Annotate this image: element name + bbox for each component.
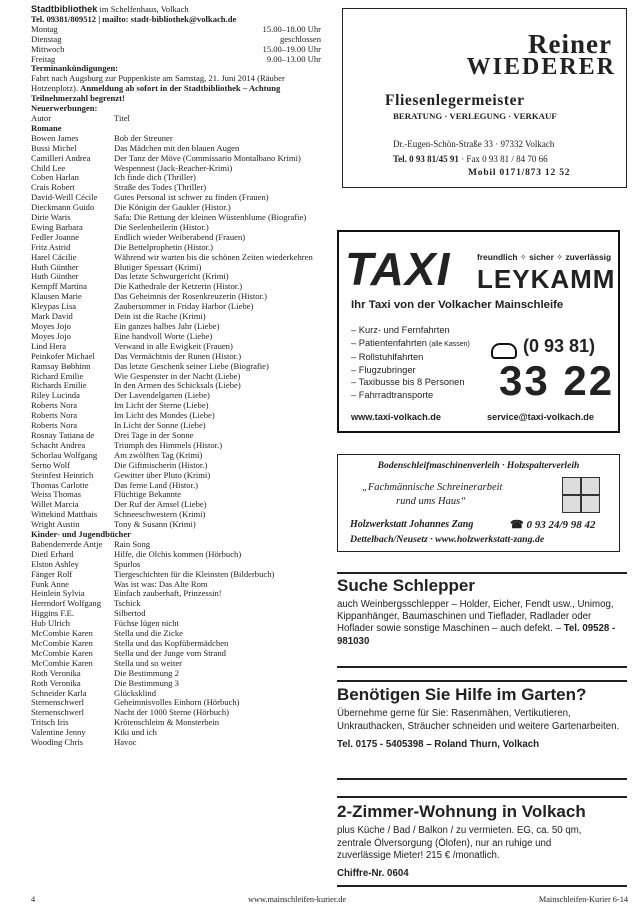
table-row	[31, 589, 321, 599]
table-row	[31, 679, 321, 689]
book-author: Mark David	[31, 312, 73, 322]
notice-bold: Anmeldung ab sofort in der Stadtbibliothek – Achtung Teilnehmerzahl begrenzt!	[31, 83, 281, 104]
book-title: Glücksklind	[114, 688, 157, 698]
ad-taxi-service-item	[351, 324, 470, 337]
hours-day: Dienstag	[31, 33, 62, 44]
table-row	[31, 540, 321, 550]
ad-taxi-web: www.taxi-volkach.de	[351, 412, 442, 422]
kids-list	[31, 540, 321, 748]
classified-schlepper	[337, 576, 627, 648]
table-row	[31, 560, 321, 570]
ad-zang-company: Holzwerkstatt Johannes Zang	[350, 519, 474, 530]
table-row	[31, 629, 321, 639]
classified1-tel: Tel. 09528 - 981030	[337, 623, 616, 647]
ad-taxi-service-item	[351, 337, 470, 352]
rule-5	[337, 796, 627, 798]
ad-taxi-service-item	[351, 389, 470, 402]
table-row	[31, 183, 321, 193]
table-row	[31, 649, 321, 659]
book-title: Stella und die Zicke	[114, 629, 183, 639]
book-title: In den Armen des Schicksals (Liebe)	[114, 381, 241, 391]
table-row	[31, 282, 321, 292]
book-title: Tiergeschichten für die Kleinsten (Bilderbuch)	[114, 569, 275, 579]
book-title: Die Königin der Gaukler (Histor.)	[114, 203, 231, 213]
ad-wiederer-address: Dr.-Eugen-Schön-Straße 33 · 97332 Volkach	[393, 139, 555, 149]
notice-plain: Fahrt nach Augsburg zur Puppenkiste am Samstag, 21. Juni 2014 (Räuber Hotzenplotz).	[31, 73, 285, 94]
hours-time: 9.00–13.00 Uhr	[266, 53, 321, 64]
ad-zang-location: Dettelbach/Neusetz · www.holzwerkstatt-zang.de	[350, 534, 545, 545]
book-author: McCombie Karen	[31, 648, 93, 658]
window-icon	[562, 477, 600, 513]
rule-3	[337, 680, 627, 682]
book-title: Die Bestimmung 2	[114, 668, 179, 678]
book-title: Was ist was: Das Alte Rom	[114, 579, 208, 589]
classified1-text: auch Weinbergsschlepper – Holder, Eicher, Fendt usw., Unimog, Kippanhänger, Baumaschinen und Tieflader, Radlader oder Hoflader sowie sonstige Maschinen – auch defekt. –	[337, 599, 614, 635]
ad-taxi-service-item	[351, 364, 470, 377]
classified2-body: Übernehme gerne für Sie: Rasenmähen, Vertikutieren, Unkrauthacken, Sträucher schneiden und weitere Gartenarbeiten.	[337, 708, 620, 732]
hours-day: Freitag	[31, 53, 56, 64]
table-row	[31, 580, 321, 590]
table-row	[31, 421, 321, 431]
book-title: Stella und das Kopfübermädchen	[114, 639, 229, 648]
book-author: Peinkofer Michael	[31, 351, 95, 361]
ad-taxi-number: 33 22	[499, 357, 615, 404]
book-title: Der Lavendelgarten (Liebe)	[114, 391, 210, 401]
book-author: Sternenschwerl	[31, 698, 84, 708]
book-title: Die Giftmischerin (Histor.)	[114, 460, 208, 470]
table-row	[31, 213, 321, 223]
table-row	[31, 490, 321, 500]
table-row	[31, 718, 321, 728]
table-header	[31, 114, 321, 124]
rule-2	[337, 666, 627, 668]
ad-taxi-service-note: (alle Kassen)	[428, 340, 470, 348]
book-title: Tony & Susann (Krimi)	[114, 520, 196, 530]
table-row	[31, 312, 321, 322]
table-row	[31, 609, 321, 619]
opening-hours	[31, 25, 321, 65]
notices-heading: Terminankündigungen:	[31, 63, 119, 74]
table-row	[31, 599, 321, 609]
book-title: Der Ruf der Amsel (Liebe)	[114, 500, 207, 510]
book-title: Havoc	[114, 738, 137, 748]
table-row	[31, 342, 321, 352]
book-author: Moyes Jojo	[31, 322, 71, 331]
book-title: Dein ist die Rache (Krimi)	[114, 312, 206, 322]
ad-wiederer-tel: Tel. 0 93 81/45 91	[393, 154, 459, 164]
col-author: Autor	[31, 113, 52, 123]
ad-zang	[337, 454, 620, 552]
book-title: Die Seelenheilerin (Histor.)	[114, 222, 209, 232]
classified-wohnung	[337, 802, 627, 879]
table-row	[31, 669, 321, 679]
book-author: Harel Cäcilie	[31, 252, 77, 262]
ad-zang-quote2: rund ums Haus“	[396, 496, 467, 507]
book-author: Roberts Nora	[31, 401, 78, 411]
book-author: Willet Marcia	[31, 500, 79, 510]
ad-wiederer-trade: Fliesenlegermeister	[385, 92, 525, 109]
classified-garten	[337, 685, 627, 750]
book-title: Verwand in alle Ewigkeit (Frauen)	[114, 341, 233, 351]
book-author: Funk Anne	[31, 579, 69, 589]
library-title-suffix: im Schelfenhaus, Volkach	[97, 4, 189, 14]
book-author: Ramsay Bøbhinn	[31, 361, 91, 371]
book-author: Heinlein Sylvia	[31, 589, 85, 599]
book-author: Dieckmann Guido	[31, 203, 95, 213]
table-row	[31, 292, 321, 302]
ad-taxi-service-label: – Kurz- und Fernfahrten	[351, 325, 450, 335]
ad-taxi-tagline: Ihr Taxi von der Volkacher Mainschleife	[351, 299, 564, 311]
ad-wiederer-name1: Reiner	[528, 29, 612, 59]
book-author: Valentine Jenny	[31, 728, 86, 738]
book-author: Sternenschwerl	[31, 708, 84, 718]
classified1-body	[337, 599, 626, 648]
book-author: Fedler Joanne	[31, 232, 79, 242]
table-row	[31, 263, 321, 273]
classified2-tel: Tel. 0175 - 5405398 – Roland Thurn, Volkach	[337, 739, 540, 750]
ad-wiederer-fax: · Fax 0 93 81 / 84 70 66	[461, 154, 548, 164]
ad-taxi-service-label: – Patientenfahrten	[351, 337, 427, 348]
ad-taxi-area-code: (0 93 81)	[523, 336, 596, 356]
ad-taxi-service-label: – Fahrradtransporte	[351, 389, 434, 400]
ad-taxi-service-label: – Taxibusse bis 8 Personen	[351, 377, 465, 388]
book-title: Wie Gespenster in der Nacht (Liebe)	[114, 371, 241, 381]
table-row	[31, 461, 321, 471]
library-title: Stadtbibliothek	[31, 4, 98, 14]
ad-taxi-taxi: TAXI	[345, 243, 451, 295]
table-row	[31, 203, 321, 213]
book-title: Das Vermächtnis der Runen (Histor.)	[114, 351, 242, 361]
table-row	[31, 481, 321, 491]
book-title: Eine handvoll Worte (Liebe)	[114, 331, 213, 341]
table-row	[31, 570, 321, 580]
book-author: Lind Hera	[31, 341, 67, 351]
book-author: Babenderrerde Antje	[31, 539, 103, 549]
ad-taxi-service-item	[351, 376, 470, 389]
hours-time: 15.00–19.00 Uhr	[262, 43, 321, 54]
ad-taxi	[337, 230, 620, 433]
table-row	[31, 233, 321, 243]
book-title: In Licht der Sonne (Liebe)	[114, 421, 206, 431]
table-row	[31, 372, 321, 382]
book-title: Stella und so weiter	[114, 658, 183, 668]
section-novels: Romane	[31, 122, 62, 133]
ad-wiederer	[342, 8, 627, 188]
book-title: Füchse lügen nicht	[114, 619, 179, 629]
library-column	[31, 5, 321, 748]
table-row	[31, 134, 321, 144]
table-row	[31, 500, 321, 510]
ad-zang-phone-number: 0 93 24/9 98 42	[526, 519, 596, 531]
table-row	[31, 431, 321, 441]
book-author: McCombie Karen	[31, 658, 93, 668]
book-title: Triumph des Himmels (Histor.)	[114, 440, 223, 450]
book-author: Bowen James	[31, 133, 79, 143]
book-author: Crais Robert	[31, 183, 75, 193]
book-title: Das letzte Geschenk seiner Liebe (Biografie)	[114, 361, 269, 371]
book-title: Im Licht des Mondes (Liebe)	[114, 411, 215, 421]
book-title: Spurlos	[114, 559, 141, 569]
book-author: Child Lee	[31, 163, 66, 173]
book-author: David-Weill Cécile	[31, 193, 98, 203]
book-author: Wittekind Matthais	[31, 510, 98, 520]
book-title: Zaubersommer in Friday Harbor (Liebe)	[114, 302, 254, 312]
footer-page-number: 4	[31, 895, 36, 904]
classified1-heading: Suche Schlepper	[337, 576, 475, 595]
book-title: Ein ganzes halbes Jahr (Liebe)	[114, 322, 220, 331]
classified3-body: plus Küche / Bad / Balkon / zu vermieten. EG, ca. 50 qm, zentrale Ölversorgung (Ölofen), nur an ruhige und zuverlässige Mieter! 215 € /monatlich.	[337, 825, 582, 861]
book-author: Tritsch Iris	[31, 718, 69, 728]
ad-taxi-email: service@taxi-volkach.de	[487, 412, 595, 422]
ad-zang-phone	[510, 518, 596, 531]
table-row	[31, 302, 321, 312]
table-row	[31, 223, 321, 233]
table-row	[31, 401, 321, 411]
classified3-chiffre: Chiffre-Nr. 0604	[337, 867, 409, 879]
book-title: Nacht der 1000 Sterne (Hörbuch)	[114, 708, 230, 718]
book-author: Roberts Nora	[31, 411, 78, 421]
table-row	[31, 391, 321, 401]
book-author: Ewing Barbara	[31, 222, 83, 232]
book-author: Richards Emilie	[31, 381, 87, 391]
book-title: Hilfe, die Olchis kommen (Hörbuch)	[114, 549, 242, 559]
classified3-heading: 2-Zimmer-Wohnung in Volkach	[337, 802, 586, 821]
hours-row	[31, 25, 321, 35]
new-acquisitions-heading: Neuerwerbungen:	[31, 103, 98, 114]
table-row	[31, 154, 321, 164]
book-title: Tschick	[114, 599, 141, 609]
book-title: Wespennest (Jack-Reacher-Krimi)	[114, 163, 233, 173]
ad-zang-quote1: „Fachmännische Schreinerarbeit	[362, 482, 503, 493]
book-title: Gutes Personal ist schwer zu finden (Frauen)	[114, 193, 269, 203]
book-author: Hub Ulrich	[31, 619, 70, 629]
book-title: Endlich wieder Weiberabend (Frauen)	[114, 232, 246, 242]
table-row	[31, 193, 321, 203]
book-title: Die Kathedrale der Ketzerin (Histor.)	[114, 282, 243, 292]
book-title: Gewitter über Pluto (Krimi)	[114, 470, 211, 480]
book-title: Schneeschwestern (Krimi)	[114, 510, 206, 520]
table-row	[31, 253, 321, 263]
ad-zang-header: Bodenschleifmaschinenverleih · Holzspalterverleih	[377, 460, 580, 471]
table-row	[31, 698, 321, 708]
table-row	[31, 510, 321, 520]
book-author: Klausen Marie	[31, 292, 82, 302]
classified2-heading: Benötigen Sie Hilfe im Garten?	[337, 685, 587, 704]
table-row	[31, 322, 321, 332]
book-title: Das letzte Schwurgericht (Krimi)	[114, 272, 229, 282]
book-title: Das ferne Land (Histor.)	[114, 480, 198, 490]
book-author: Huth Günther	[31, 262, 79, 272]
book-title: Das Mädchen mit den blauen Augen	[114, 143, 240, 153]
book-author: Steinfest Heinrich	[31, 470, 94, 480]
book-author: McCombie Karen	[31, 639, 93, 648]
book-author: Roth Veronika	[31, 668, 81, 678]
section-kids: Kinder- und Jugendbücher	[31, 529, 131, 540]
footer-url: www.mainschleifen-kurier.de	[248, 895, 347, 904]
table-row	[31, 272, 321, 282]
book-title: Einfach zauberhaft, Prinzessin!	[114, 589, 222, 599]
book-author: Dirie Waris	[31, 213, 71, 223]
book-author: Bussi Michel	[31, 143, 77, 153]
book-author: Serno Wolf	[31, 460, 71, 470]
book-author: Schacht Andrea	[31, 440, 86, 450]
rule-4	[337, 778, 627, 780]
ad-taxi-services	[351, 324, 470, 402]
book-author: Huth Günther	[31, 272, 79, 282]
book-author: Riley Lucinda	[31, 391, 80, 401]
notice-text	[31, 74, 321, 104]
table-row	[31, 144, 321, 154]
book-title: Straße des Todes (Thriller)	[114, 183, 207, 193]
rule-1	[337, 572, 627, 574]
table-row	[31, 550, 321, 560]
table-row	[31, 689, 321, 699]
book-author: Weiss Thomas	[31, 490, 81, 500]
ad-wiederer-mobil: Mobil 0171/873 12 52	[468, 168, 571, 178]
ad-taxi-brand: LEYKAMM	[477, 264, 616, 294]
book-author: Roth Veronika	[31, 678, 81, 688]
table-row	[31, 619, 321, 629]
table-row	[31, 362, 321, 372]
book-title: Drei Tage in der Sonne	[114, 430, 194, 440]
table-row	[31, 164, 321, 174]
footer-issue: Mainschleifen-Kurier 6-14	[538, 895, 628, 904]
book-title: Bob der Streuner	[114, 133, 173, 143]
book-title: Rain Song	[114, 539, 151, 549]
book-author: Dietl Erhard	[31, 549, 74, 559]
book-title: Die Bettelprophetin (Histor.)	[114, 242, 214, 252]
table-row	[31, 728, 321, 738]
library-contact: Tel. 09381/809512 | mailto: stadt-bibliothek@volkach.de	[31, 13, 237, 24]
book-title: Blutiger Spessart (Krimi)	[114, 262, 202, 272]
book-title: Krötenschleim & Monsterbein	[114, 718, 220, 728]
phone-icon: ☎	[510, 519, 524, 531]
table-row	[31, 243, 321, 253]
table-row	[31, 451, 321, 461]
book-author: Higgins F.E.	[31, 609, 75, 619]
book-title: Flüchtige Bekannte	[114, 490, 182, 500]
book-author: Fänger Rolf	[31, 569, 73, 579]
book-title: Das Geheimnis der Rosenkreuzerin (Histor.)	[114, 292, 267, 302]
book-author: Fritz Astrid	[31, 242, 71, 252]
table-row	[31, 639, 321, 649]
book-title: Safa: Die Rettung der kleinen Wüstenblume (Biografie)	[114, 213, 307, 223]
ad-wiederer-name2: WIEDERER	[466, 54, 616, 80]
book-title: Stella und der Junge vom Strand	[114, 648, 226, 658]
table-row	[31, 411, 321, 421]
ad-taxi-service-item	[351, 351, 470, 364]
table-row	[31, 708, 321, 718]
book-title: Die Bestimmung 3	[114, 678, 179, 688]
book-author: Moyes Jojo	[31, 331, 71, 341]
book-author: Schneider Karla	[31, 688, 87, 698]
table-row	[31, 659, 321, 669]
hours-time: geschlossen	[279, 33, 321, 44]
book-author: Coben Harlan	[31, 173, 79, 183]
book-author: Roberts Nora	[31, 421, 78, 431]
book-author: Thomas Carlotte	[31, 480, 89, 490]
hours-day: Mittwoch	[31, 43, 65, 54]
book-title: Silbertod	[114, 609, 146, 619]
table-row	[31, 352, 321, 362]
book-author: Elston Ashley	[31, 559, 79, 569]
ad-wiederer-phone	[393, 154, 548, 164]
ad-wiederer-services: BERATUNG · VERLEGUNG · VERKAUF	[393, 111, 557, 121]
table-row	[31, 471, 321, 481]
book-title: Im Licht der Sterne (Liebe)	[114, 401, 209, 411]
book-author: Kleypas Lisa	[31, 302, 77, 312]
rule-6	[337, 885, 627, 887]
ad-taxi-slogan: freundlich ✧ sicher ✧ zuverlässig	[477, 252, 612, 262]
book-author: Wright Austin	[31, 520, 80, 530]
ad-taxi-service-label: – Flugzubringer	[351, 364, 416, 375]
book-author: Herrndorf Wolfgang	[31, 599, 102, 609]
book-title: Ich finde dich (Thriller)	[114, 173, 196, 183]
table-row	[31, 441, 321, 451]
book-author: McCombie Karen	[31, 629, 93, 639]
book-author: Wooding Chris	[31, 738, 84, 748]
book-author: Schorlau Wolfgang	[31, 450, 98, 460]
hours-day: Montag	[31, 23, 58, 34]
hours-time: 15.00–18.00 Uhr	[262, 23, 321, 34]
novels-list	[31, 134, 321, 530]
book-title: Der Tanz der Möve (Commissario Montalbano Krimi)	[114, 153, 301, 163]
book-title: Kiki und ich	[114, 728, 157, 738]
table-row	[31, 381, 321, 391]
table-row	[31, 173, 321, 183]
book-title: Während wir warten bis die schönen Zeiten wiederkehren	[114, 252, 313, 262]
book-author: Rosnay Tatiana de	[31, 430, 95, 440]
book-title: Am zwölften Tag (Krimi)	[114, 450, 203, 460]
ad-taxi-service-label: – Rollstuhlfahrten	[351, 352, 424, 363]
book-title: Geheimnisvolles Einhorn (Hörbuch)	[114, 698, 240, 708]
book-author: Richard Emilie	[31, 371, 84, 381]
col-title: Titel	[114, 113, 130, 123]
table-row	[31, 738, 321, 748]
book-author: Kempff Martina	[31, 282, 87, 292]
book-author: Camilleri Andrea	[31, 153, 91, 163]
table-row	[31, 332, 321, 342]
